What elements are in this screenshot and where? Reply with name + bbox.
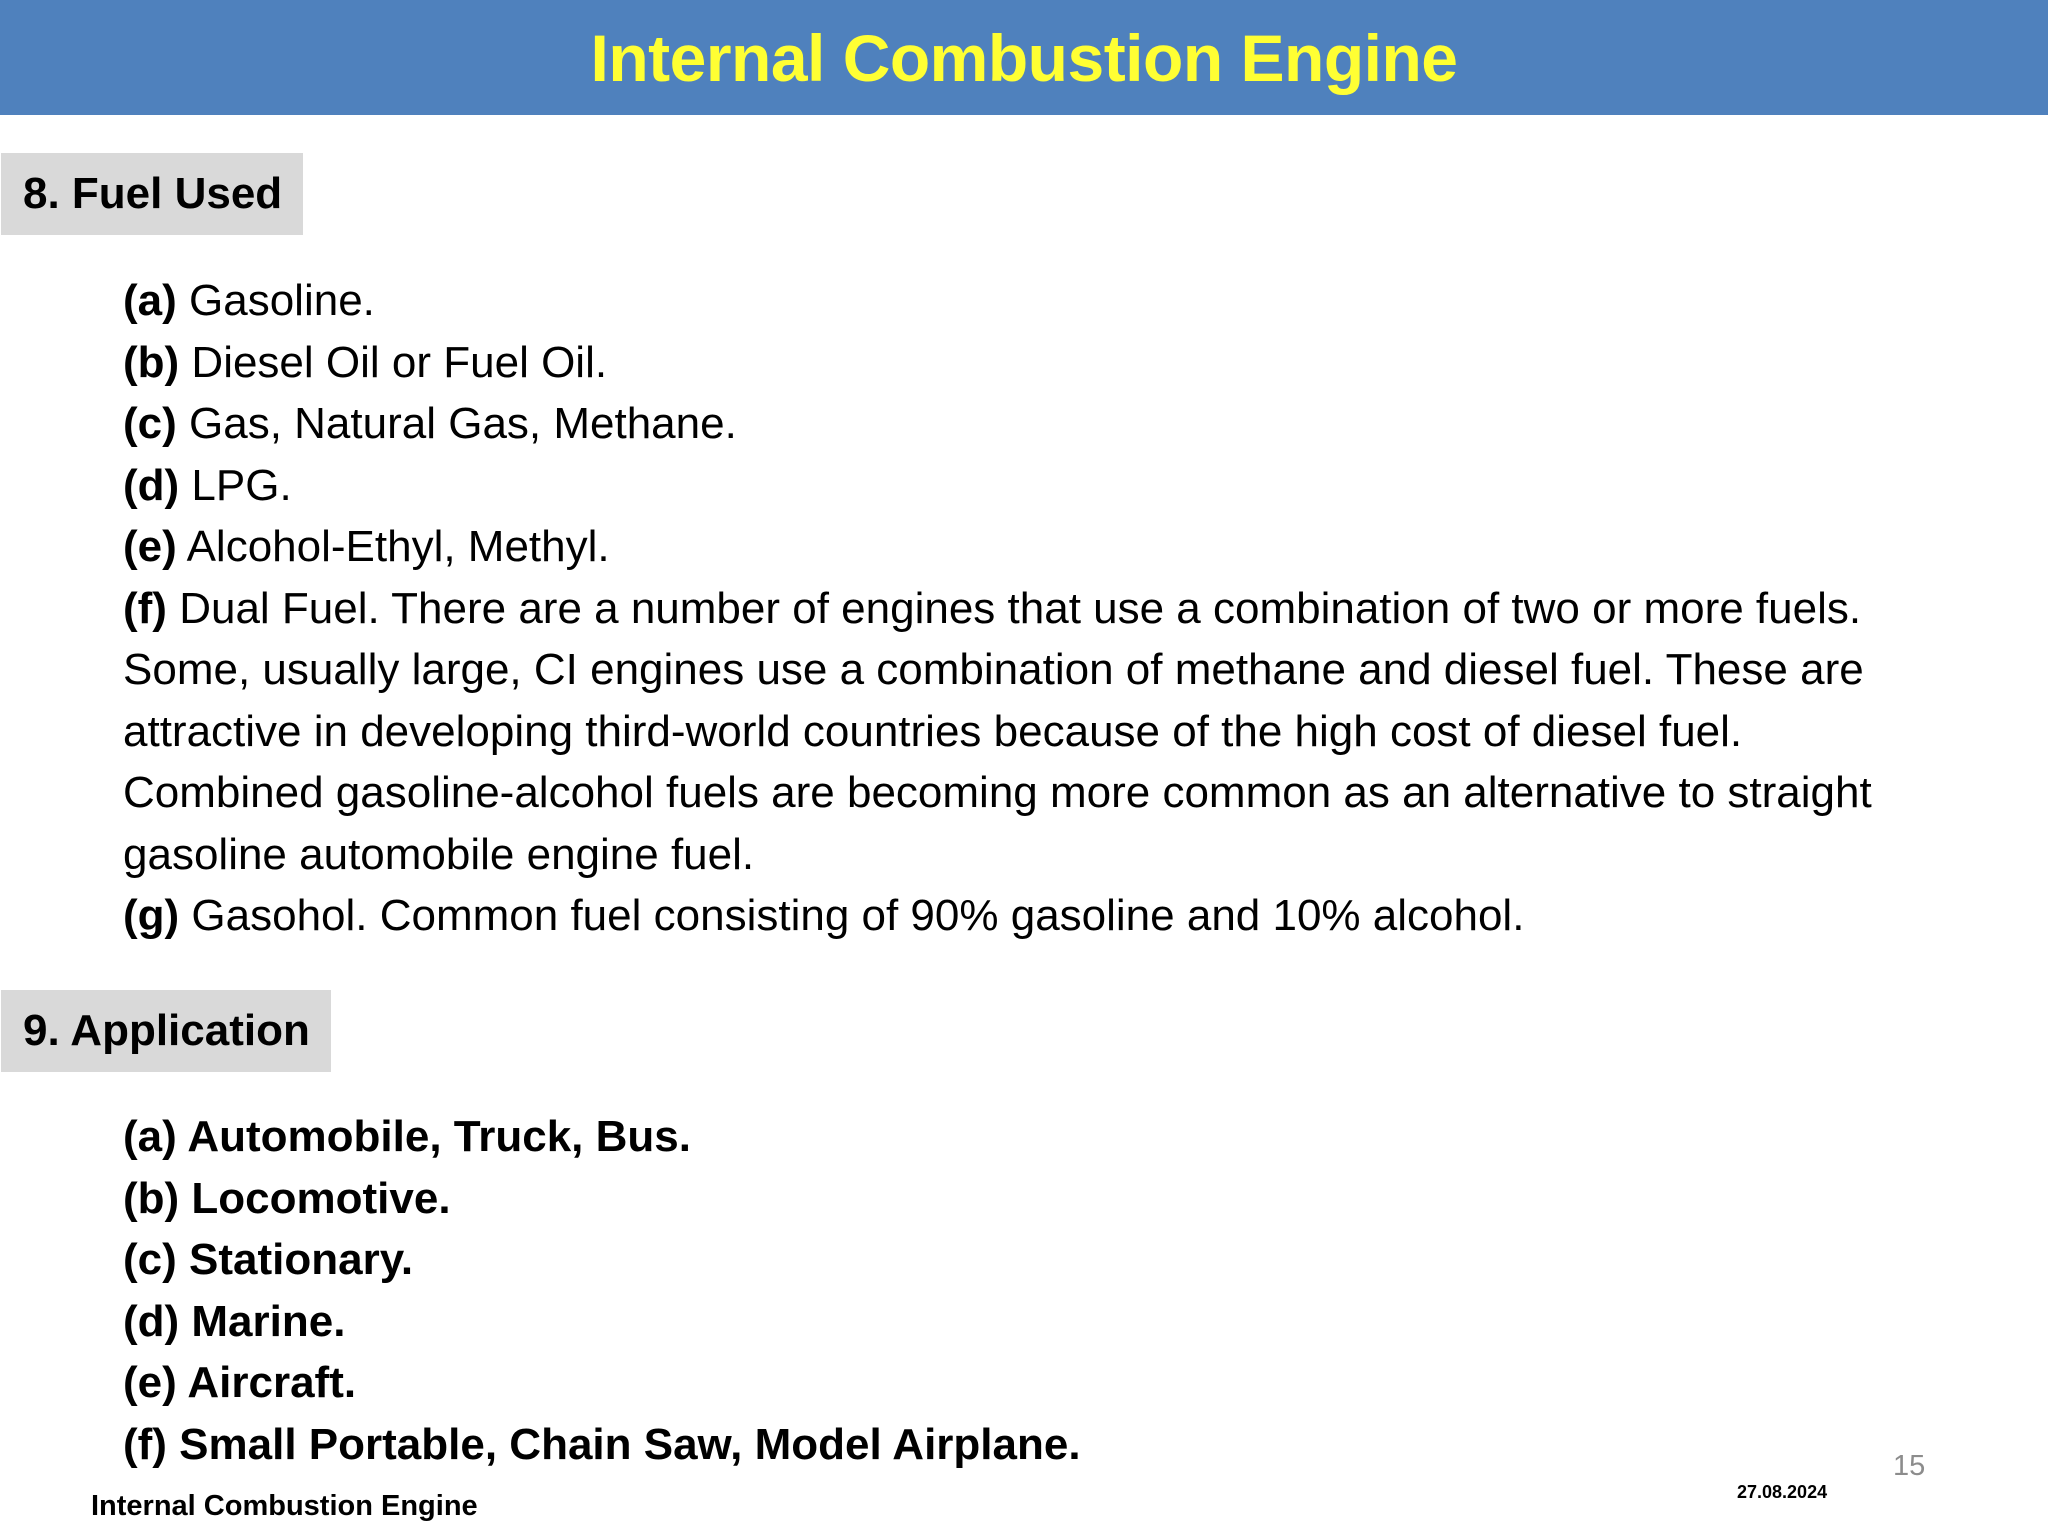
page-number: 15 <box>1893 1450 1926 1482</box>
item-text: Gasoline. <box>176 276 375 325</box>
list-item: (f) Small Portable, Chain Saw, Model Airplane. <box>123 1419 1081 1469</box>
item-letter: (g) <box>123 891 180 940</box>
list-item <box>123 270 1883 332</box>
item-letter: (e) <box>123 522 177 571</box>
list-item: (b) Locomotive. <box>123 1173 451 1223</box>
fuel-list <box>123 270 1883 947</box>
application-list <box>123 1106 1883 1475</box>
item-text: Alcohol-Ethyl, Methyl. <box>176 522 610 571</box>
item-letter: (d) <box>123 460 180 510</box>
list-item <box>123 332 1883 394</box>
application-section-heading: 9. Application <box>1 990 331 1072</box>
item-letter: (a) <box>123 276 177 325</box>
item-text: Gasohol. Common fuel consisting of 90% gasoline and 10% alcohol. <box>179 891 1525 940</box>
item-letter: (b) <box>123 337 180 387</box>
list-item <box>123 516 1883 578</box>
slide-title: Internal Combustion Engine <box>590 20 1458 95</box>
fuel-section-heading: 8. Fuel Used <box>1 153 303 235</box>
item-text: Dual Fuel. There are a number of engines that use a combination of two or more fuels. Some, usually large, CI engines use a combination of methane and diesel fuel. These are attractive in developing third-world countries because of the high cost of diesel fuel. Combined gasoline-alcohol fuels are becoming more common as an alternative to straight gasoline automobile engine fuel. <box>123 583 1872 879</box>
footer-date: 27.08.2024 <box>1737 1482 1828 1502</box>
title-bar <box>0 0 2048 115</box>
list-item <box>123 455 1883 517</box>
list-item <box>123 393 1883 455</box>
item-text: Gas, Natural Gas, Methane. <box>176 399 737 448</box>
list-item: (d) Marine. <box>123 1296 346 1346</box>
item-text: Diesel Oil or Fuel Oil. <box>179 337 608 387</box>
item-letter: (c) <box>123 399 177 448</box>
list-item <box>123 885 1883 947</box>
list-item: (c) Stationary. <box>123 1235 414 1284</box>
list-item: (a) Automobile, Truck, Bus. <box>123 1112 691 1161</box>
footer-label: Internal Combustion Engine <box>91 1490 478 1522</box>
list-item: (e) Aircraft. <box>123 1358 357 1407</box>
list-item <box>123 578 1883 886</box>
item-letter: (f) <box>123 583 167 633</box>
item-text: LPG. <box>179 460 292 510</box>
